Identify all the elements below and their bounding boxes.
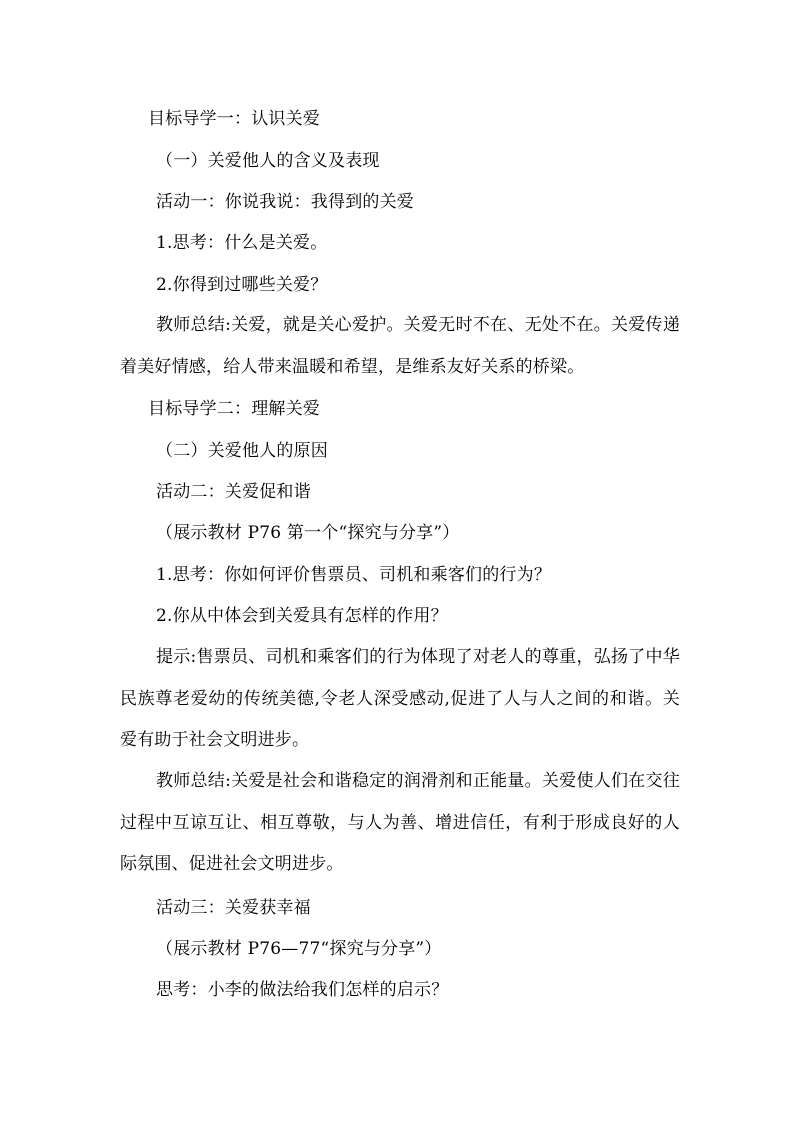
question-1-1: 1.思考：什么是关爱。 xyxy=(156,233,328,253)
hint-paragraph: 提示:售票员、司机和乘客们的行为体现了对老人的尊重，弘扬了中华民族尊老爱幼的传统美德,令老人深受感动,促进了人与人之间的和谐。关爱有助于社会文明进步。 xyxy=(120,647,680,750)
question-1-2: 2.你得到过哪些关爱？ xyxy=(156,275,328,295)
goal-heading-1: 目标导学一：认识关爱 xyxy=(148,109,320,129)
question-2-1: 1.思考：你如何评价售票员、司机和乘客们的行为？ xyxy=(156,565,552,585)
teacher-summary-1: 教师总结:关爱，就是关心爱护。关爱无时不在、无处不在。关爱传递着美好情感，给人带来温暖和希望，是维系友好关系的桥梁。 xyxy=(120,315,680,377)
textbook-reference-1: （展示教材 P76 第一个“探究与分享”） xyxy=(156,523,460,543)
activity-heading-3: 活动三：关爱获幸福 xyxy=(156,898,311,918)
question-3: 思考：小李的做法给我们怎样的启示？ xyxy=(156,980,449,1000)
section-heading-1: （一）关爱他人的含义及表现 xyxy=(156,151,380,171)
activity-heading-2: 活动二：关爱促和谐 xyxy=(156,482,311,502)
activity-heading-1: 活动一：你说我说：我得到的关爱 xyxy=(156,192,414,212)
goal-heading-2: 目标导学二：理解关爱 xyxy=(148,399,320,419)
question-2-2: 2.你从中体会到关爱具有怎样的作用？ xyxy=(156,606,448,626)
teacher-summary-2: 教师总结:关爱是社会和谐稳定的润滑剂和正能量。关爱使人们在交往过程中互谅互让、相互尊敬，与人为善、增进信任，有利于形成良好的人际氛围、促进社会文明进步。 xyxy=(120,771,680,874)
textbook-reference-2: （展示教材 P76—77“探究与分享”） xyxy=(156,939,442,959)
section-heading-2: （二）关爱他人的原因 xyxy=(156,441,328,461)
